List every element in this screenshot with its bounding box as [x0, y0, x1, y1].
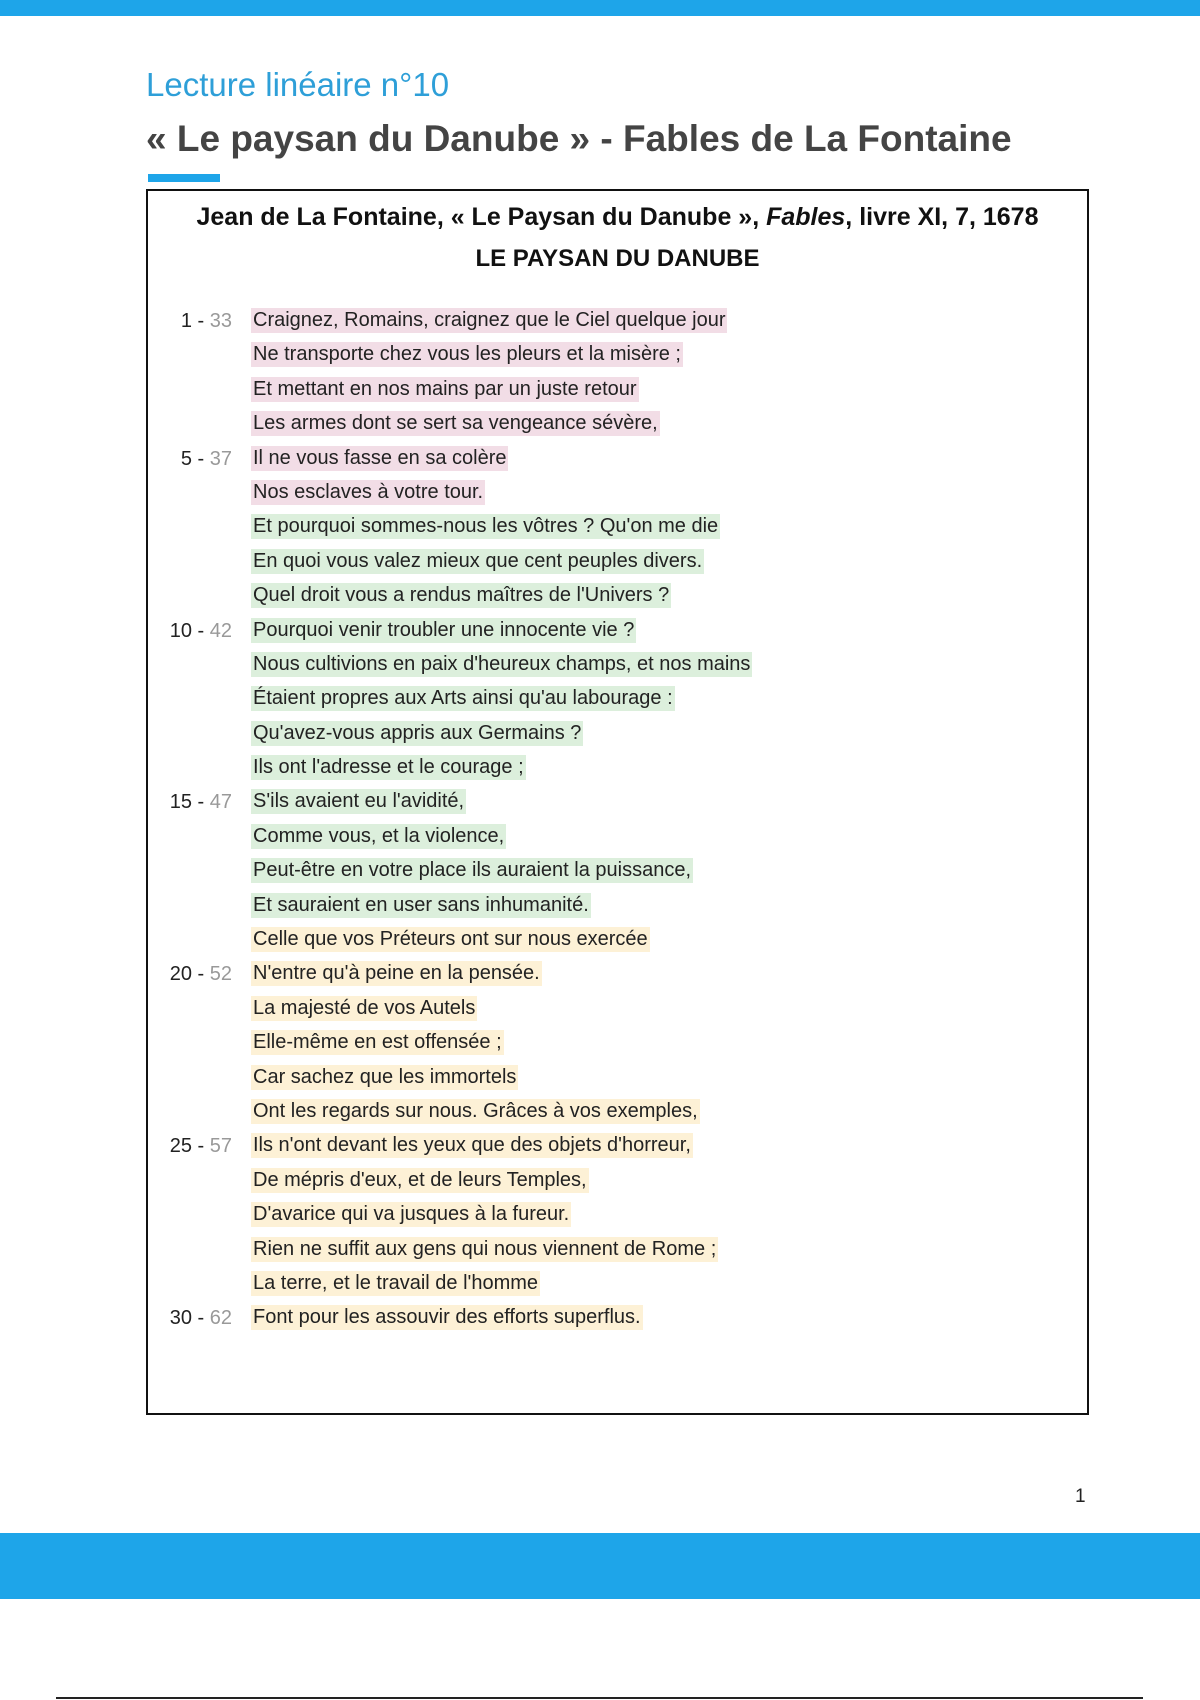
- verse-text: Il ne vous fasse en sa colère: [253, 446, 507, 469]
- verse-text: Elle-même en est offensée ;: [253, 1031, 502, 1054]
- poem-title: LE PAYSAN DU DANUBE: [475, 245, 760, 272]
- verse-line: [148, 442, 1087, 476]
- title-underline: [148, 174, 220, 182]
- verse-text: Et pourquoi sommes-nous les vôtres ? Qu'on me die: [253, 515, 719, 538]
- lecture-subtitle: Lecture linéaire n°10: [146, 66, 450, 103]
- verse-line: [148, 407, 1087, 441]
- line-number-alt: 57: [209, 1135, 232, 1158]
- verse-line: [148, 1061, 1087, 1095]
- verse-line: [148, 510, 1087, 544]
- line-number: [181, 448, 232, 471]
- line-number-alt: 62: [209, 1307, 232, 1330]
- verse-line: [148, 957, 1087, 991]
- verse-line: [148, 1026, 1087, 1060]
- verse-text: La majesté de vos Autels: [253, 996, 476, 1019]
- verse-line: [148, 854, 1087, 888]
- line-number-alt: 42: [209, 619, 232, 642]
- verse-text: S'ils avaient eu l'avidité,: [253, 790, 465, 813]
- bottom-accent-bar: [0, 1533, 1200, 1599]
- verse-text: Et mettant en nos mains par un juste retour: [253, 377, 637, 400]
- source-italic: Fables: [766, 203, 846, 231]
- verse-line: [148, 785, 1087, 819]
- line-number-main: 10 -: [169, 619, 210, 642]
- verse-text: Ils ont l'adresse et le courage ;: [253, 756, 524, 779]
- line-number-alt: 47: [209, 791, 232, 814]
- verse-line: [148, 1267, 1087, 1301]
- verse-text: Pourquoi venir troubler une innocente vie ?: [253, 618, 635, 641]
- verse-text: Les armes dont se sert sa vengeance sévère,: [253, 412, 658, 435]
- verse-text: Qu'avez-vous appris aux Germains ?: [253, 721, 582, 744]
- verse-line: [148, 648, 1087, 682]
- verse-line: [148, 545, 1087, 579]
- verse-text: De mépris d'eux, et de leurs Temples,: [253, 1168, 587, 1191]
- verse-text: Étaient propres aux Arts ainsi qu'au labourage :: [253, 687, 673, 710]
- verse-text: Ont les regards sur nous. Grâces à vos exemples,: [253, 1099, 698, 1122]
- verse-line: [148, 373, 1087, 407]
- line-number-main: 5 -: [180, 447, 210, 470]
- verse-line: [148, 1301, 1087, 1335]
- line-number-main: 20 -: [169, 963, 210, 986]
- verse-text: Peut-être en votre place ils auraient la puissance,: [253, 859, 692, 882]
- verse-text: Comme vous, et la violence,: [253, 824, 505, 847]
- verse-line: [148, 820, 1087, 854]
- verse-line: [148, 614, 1087, 648]
- verse-line: [148, 1095, 1087, 1129]
- line-number-alt: 52: [209, 963, 232, 986]
- verse-line: [148, 338, 1087, 372]
- line-number-main: 25 -: [169, 1135, 210, 1158]
- line-number: [170, 620, 232, 643]
- verse-line: [148, 992, 1087, 1026]
- verse-line: [148, 923, 1087, 957]
- line-number-alt: 33: [209, 310, 232, 332]
- verse-text: N'entre qu'à peine en la pensée.: [253, 962, 540, 985]
- verse-text: Ils n'ont devant les yeux que des objets d'horreur,: [253, 1134, 691, 1157]
- page-number: 1: [1075, 1486, 1086, 1507]
- verse-line: [148, 889, 1087, 923]
- verse-text: D'avarice qui va jusques à la fureur.: [253, 1203, 570, 1226]
- line-number: [170, 1307, 232, 1330]
- verse-text: Nos esclaves à votre tour.: [253, 480, 484, 503]
- verse-line: [148, 476, 1087, 510]
- line-number: [170, 963, 232, 986]
- footer-rule: [56, 1697, 1143, 1699]
- line-number: [170, 791, 232, 814]
- line-number-main: 1 -: [180, 310, 210, 332]
- verse-text: En quoi vous valez mieux que cent peuples divers.: [253, 549, 703, 572]
- line-number: [170, 1135, 232, 1158]
- verse-text: La terre, et le travail de l'homme: [253, 1271, 539, 1294]
- verse-line: [148, 1233, 1087, 1267]
- verse-text: Rien ne suffit aux gens qui nous viennent de Rome ;: [253, 1237, 717, 1260]
- source-suffix: , livre XI, 7, 1678: [845, 203, 1039, 231]
- verse-line: [148, 682, 1087, 716]
- verse-text: Car sachez que les immortels: [253, 1065, 517, 1088]
- line-number-main: 30 -: [169, 1307, 210, 1330]
- verse-line: [148, 751, 1087, 785]
- verse-text: Font pour les assouvir des efforts superflus.: [253, 1306, 641, 1329]
- source-prefix: Jean de La Fontaine, « Le Paysan du Danube »,: [196, 203, 767, 231]
- verse-line: [148, 304, 1087, 338]
- verse-line: [148, 1164, 1087, 1198]
- verse-text: Craignez, Romains, craignez que le Ciel quelque jour: [253, 309, 726, 331]
- verse-line: [148, 1198, 1087, 1232]
- verse-line: [148, 579, 1087, 613]
- poem-verses: [148, 304, 1087, 1336]
- verse-line: [148, 1129, 1087, 1163]
- line-number-main: 15 -: [169, 791, 210, 814]
- verse-text: Celle que vos Préteurs ont sur nous exercée: [253, 928, 648, 951]
- verse-line: [148, 717, 1087, 751]
- verse-text: Et sauraient en user sans inhumanité.: [253, 893, 589, 916]
- verse-text: Nous cultivions en paix d'heureux champs, et nos mains: [253, 652, 751, 675]
- top-accent-bar: [0, 0, 1200, 16]
- line-number: [181, 310, 232, 333]
- line-number-alt: 37: [209, 447, 232, 470]
- poem-box: [146, 189, 1089, 1415]
- verse-text: Quel droit vous a rendus maîtres de l'Univers ?: [253, 584, 670, 607]
- page-title: « Le paysan du Danube » - Fables de La Fontaine: [146, 118, 1012, 159]
- verse-text: Ne transporte chez vous les pleurs et la misère ;: [253, 343, 681, 366]
- poem-source-heading: [148, 203, 1087, 232]
